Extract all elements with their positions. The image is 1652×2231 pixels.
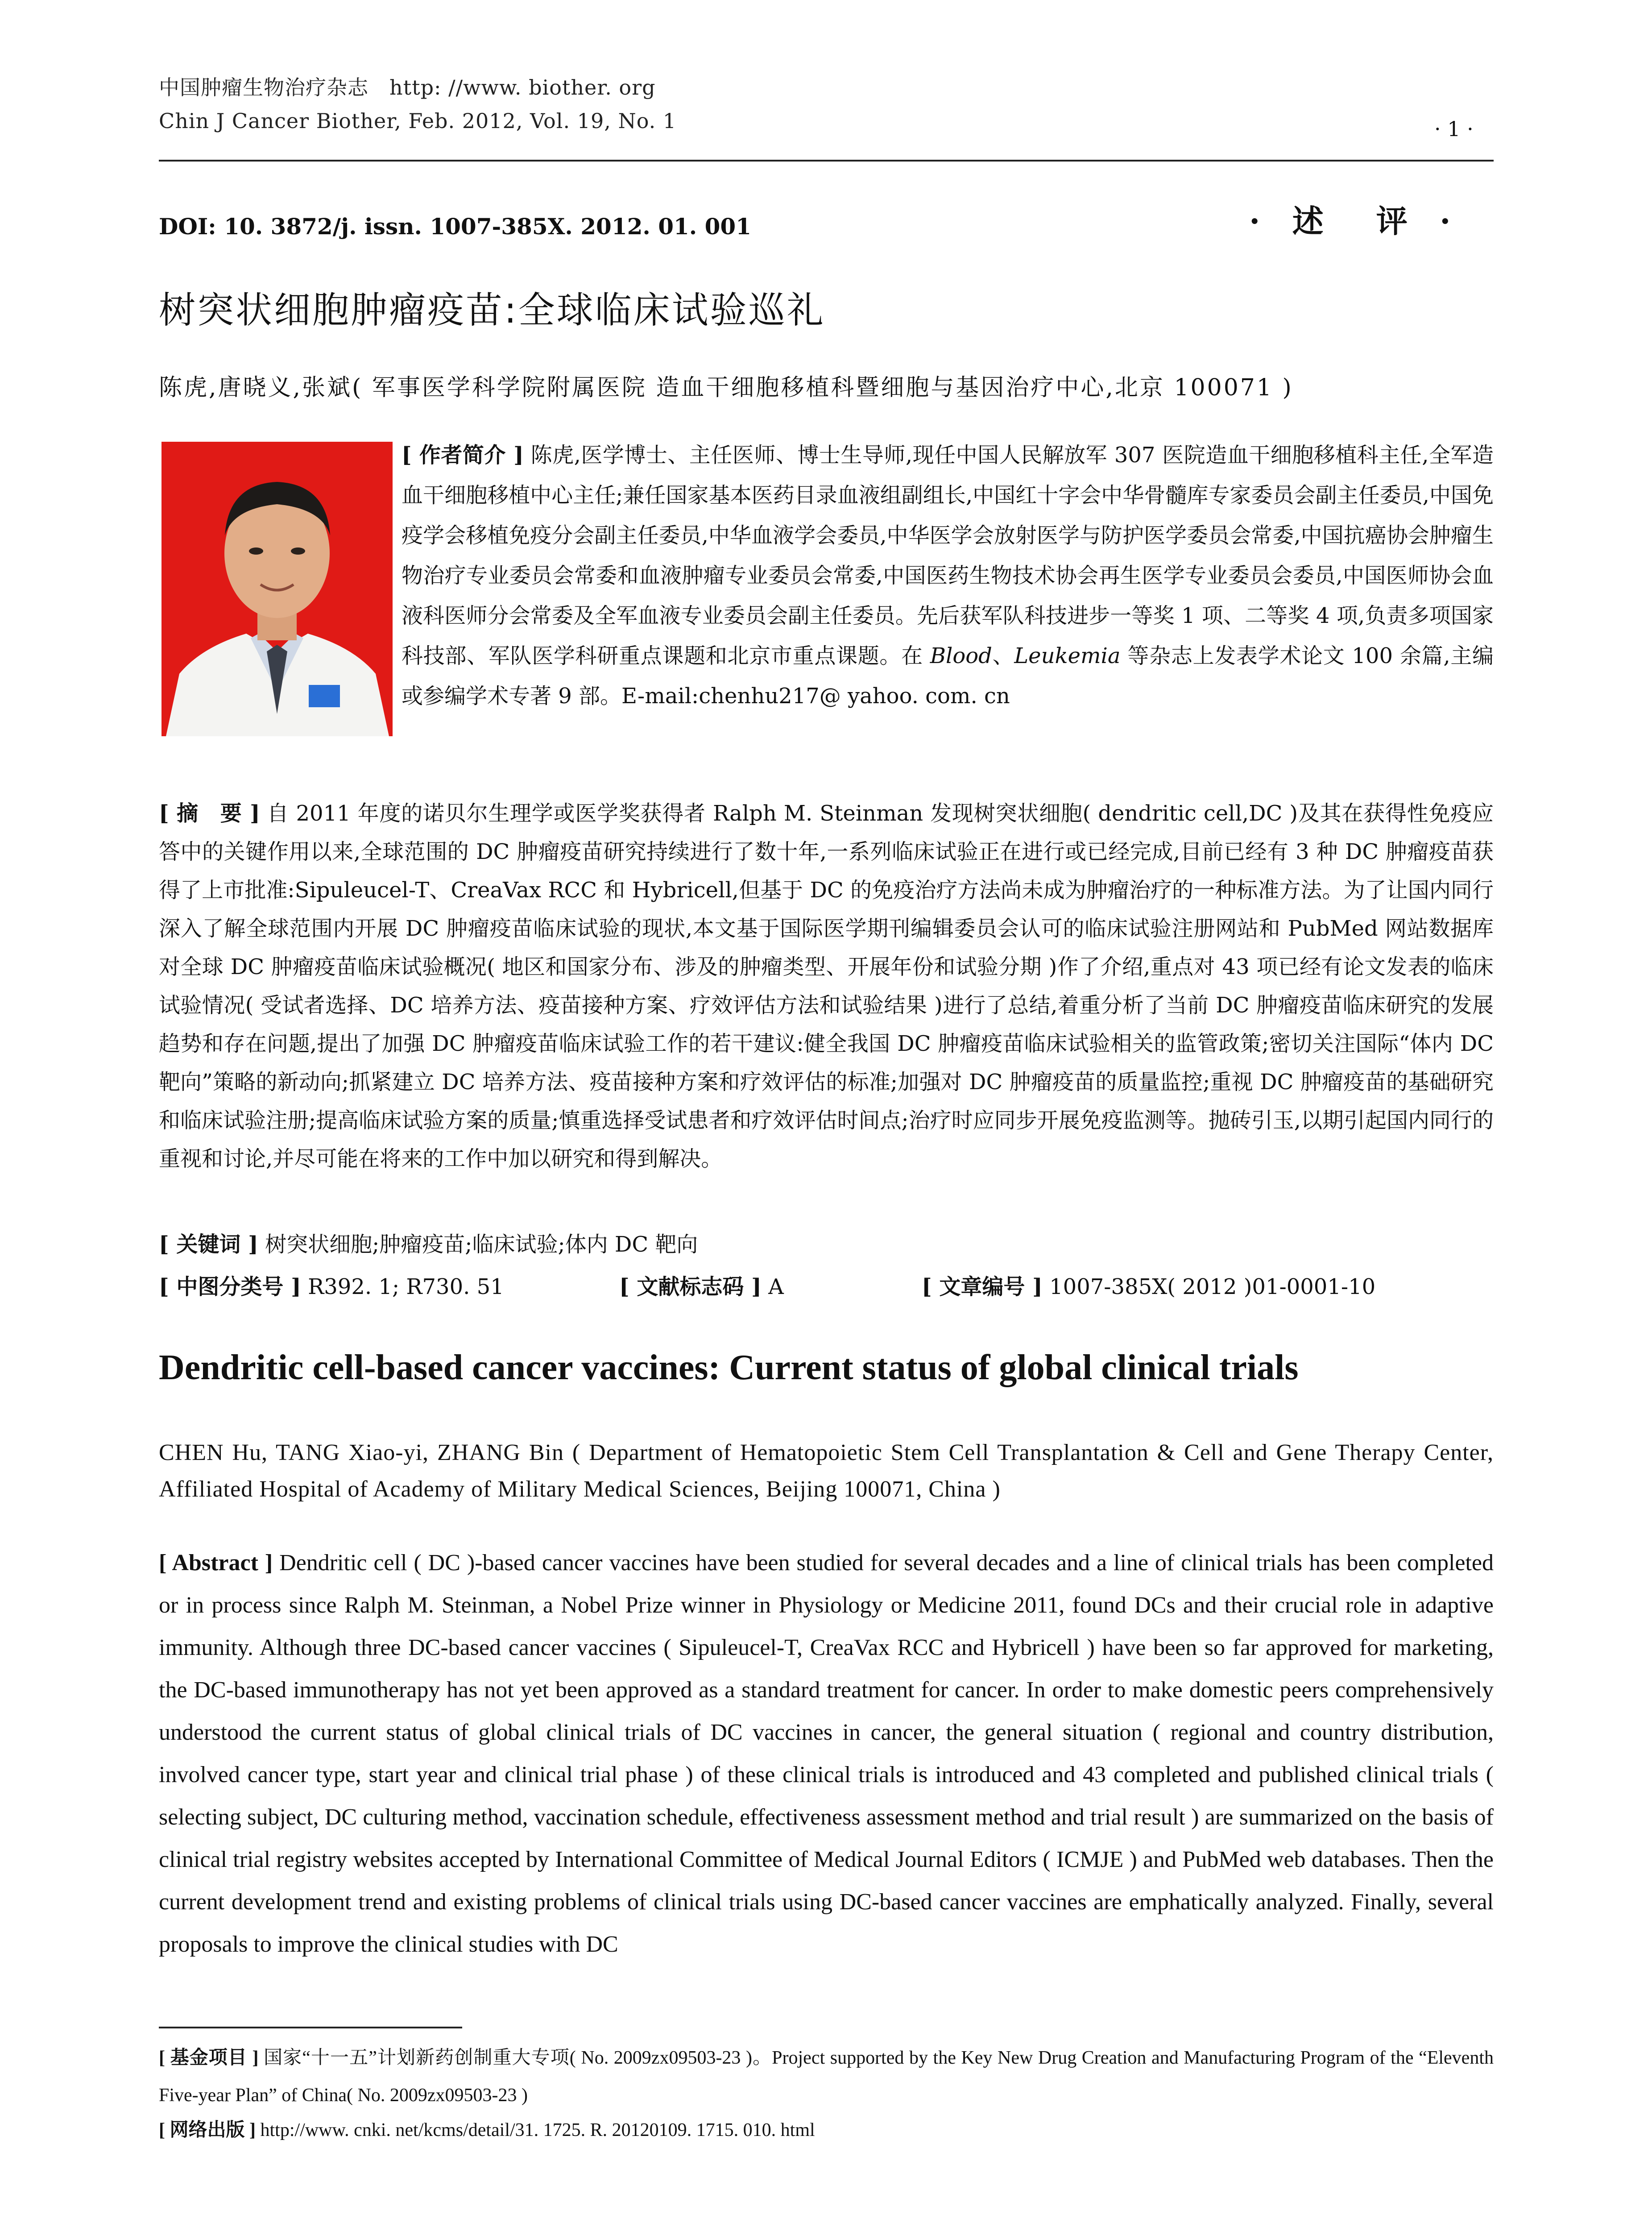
online-url[interactable]: http://www. cnki. net/kcms/detail/31. 1725. R. 20120109. 1715. 010. html — [260, 2120, 815, 2140]
footnote-rule — [159, 2027, 462, 2028]
author-bio — [402, 435, 1494, 716]
bio-separator: 、 — [992, 643, 1014, 668]
funding-label: [ 基金项目 ] — [159, 2048, 259, 2068]
article-number — [922, 1269, 1375, 1300]
abstract-zh — [159, 794, 1494, 1178]
authors-zh: 陈虎,唐晓义,张斌( 军事医学科学院附属医院 造血干细胞移植科暨细胞与基因治疗中心,北京 100071 ) — [159, 374, 1293, 401]
page-number: · 1 · — [1434, 117, 1474, 141]
document-code — [619, 1269, 784, 1300]
document-code-value: A — [768, 1274, 784, 1299]
keywords-label: [ 关键词 ] — [159, 1232, 258, 1257]
bio-text: 陈虎,医学博士、主任医师、博士生导师,现任中国人民解放军 307 医院造血干细胞移植科主任,全军造血干细胞移植中心主任;兼任国家基本医药目录血液组副组长,中国红十字会中华骨髓库专家委员会副主任委员,中国免疫学会移植免疫分会副主任委员,中华血液学会委员,中华医学会放射医学与防护医学委员会常委,中国抗癌协会肿瘤生物治疗专业委员会常委和血液肿瘤专业委员会常委,中国医药生物技术协会再生医学专业委员会委员,中国医师协会血液科医师分会常委及全军血液专业委员会副主任委员。先后获军队科技进步一等奖 1 项、二等奖 4 项,负责多项国家科技部、军队医学科研重点课题和北京市重点课题。在 — [402, 443, 1494, 668]
article-title-zh: 树突状细胞肿瘤疫苗:全球临床试验巡礼 — [159, 289, 825, 332]
clc-value: R392. 1; R730. 51 — [308, 1274, 504, 1299]
online-label: [ 网络出版 ] — [159, 2120, 256, 2140]
funding-note — [159, 2039, 1494, 2114]
article-title-en: Dendritic cell-based cancer vaccines: Current status of global clinical trials — [159, 1348, 1299, 1387]
bio-journal-blood: Blood — [930, 643, 992, 668]
header-rule — [159, 160, 1494, 162]
clc-code — [159, 1269, 504, 1300]
online-publication — [159, 2115, 815, 2142]
article-number-label: [ 文章编号 ] — [922, 1274, 1043, 1299]
doi[interactable]: DOI: 10. 3872/j. issn. 1007-385X. 2012. 01. 001 — [159, 213, 751, 240]
authors-en: CHEN Hu, TANG Xiao-yi, ZHANG Bin ( Department of Hematopoietic Stem Cell Transplantation & Cell and Gene Therapy Center, Affiliated Hospital of Academy of Military Medical Sciences, Beijing 100071, China ) — [159, 1440, 1494, 1502]
bio-journal-leukemia: Leukemia — [1014, 643, 1121, 668]
abstract-en-text: Dendritic cell ( DC )-based cancer vaccines have been studied for several decades and a line of clinical trials has been completed or in process since Ralph M. Steinman, a Nobel Prize winner in Physiology or Medicine 2011, found DCs and their crucial role in adaptive immunity. Although three DC-based cancer vaccines ( Sipuleucel-T, CreaVax RCC and Hybricell ) have been so far approved for marketing, the DC-based immunotherapy has not yet been approved as a standard treatment for cancer. In order to make domestic peers comprehensively understood the current status of global clinical trials of DC vaccines in cancer, the general situation ( regional and country distribution, involved cancer type, start year and clinical trial phase ) of these clinical trials is introduced and 43 completed and published clinical trials ( selecting subject, DC culturing method, vaccination schedule, effectiveness assessment method and trial result ) are summarized on the basis of clinical trial registry websites accepted by International Committee of Medical Journal Editors ( ICMJE ) and PubMed web databases. Then the current development trend and existing problems of clinical trials using DC-based cancer vaccines are emphatically analyzed. Finally, several proposals to improve the clinical studies with DC — [159, 1550, 1494, 1957]
abstract-zh-text: 自 2011 年度的诺贝尔生理学或医学奖获得者 Ralph M. Steinman 发现树突状细胞( dendritic cell,DC )及其在获得性免疫应答中的关键作用以来,全球范围的 DC 肿瘤疫苗研究持续进行了数十年,一系列临床试验正在进行或已经完成,目前已经有 3 种 DC 肿瘤疫苗获得了上市批准:Sipuleucel-T、CreaVax RCC 和 Hybricell,但基于 DC 的免疫治疗方法尚未成为肿瘤治疗的一种标准方法。为了让国内同行深入了解全球范围内开展 DC 肿瘤疫苗临床试验的现状,本文基于国际医学期刊编辑委员会认可的临床试验注册网站和 PubMed 网站数据库对全球 DC 肿瘤疫苗临床试验概况( 地区和国家分布、涉及的肿瘤类型、开展年份和试验分期 )作了介绍,重点对 43 项已经有论文发表的临床试验情况( 受试者选择、DC 培养方法、疫苗接种方案、疗效评估方法和试验结果 )进行了总结,着重分析了当前 DC 肿瘤疫苗临床研究的发展趋势和存在问题,提出了加强 DC 肿瘤疫苗临床试验工作的若干建议:健全我国 DC 肿瘤疫苗临床试验相关的监管政策;密切关注国际“体内 DC 靶向”策略的新动向;抓紧建立 DC 培养方法、疫苗接种方案和疗效评估的标准;加强对 DC 肿瘤疫苗的质量监控;重视 DC 肿瘤疫苗的基础研究和临床试验注册;提高临床试验方案的质量;慎重选择受试患者和疗效评估时间点;治疗时应同步开展免疫监测等。抛砖引玉,以期引起国内同行的重视和讨论,并尽可能在将来的工作中加以研究和得到解决。 — [159, 801, 1494, 1171]
author-photo — [161, 442, 393, 736]
bio-label: [ 作者简介 ] — [402, 443, 524, 468]
author-portrait-icon — [161, 442, 393, 736]
abstract-en-label: [ Abstract ] — [159, 1550, 273, 1576]
clc-label: [ 中图分类号 ] — [159, 1274, 301, 1299]
journal-header-en: Chin J Cancer Biother, Feb. 2012, Vol. 19, No. 1 — [159, 109, 677, 133]
journal-header-zh: 中国肿瘤生物治疗杂志 http: //www. biother. org — [159, 75, 656, 100]
abstract-en — [159, 1542, 1494, 1966]
abstract-zh-label: [ 摘 要 ] — [159, 801, 260, 826]
keywords-text: 树突状细胞;肿瘤疫苗;临床试验;体内 DC 靶向 — [265, 1232, 698, 1257]
funding-text: 国家“十一五”计划新药创制重大专项( No. 2009zx09503-23 )。Project supported by the Key New Drug Creation and Manufacturing Program of the “Eleventh Five-year Plan” of China( No. 2009zx09503-23 ) — [159, 2048, 1494, 2106]
bio-text-end: 等杂志上发表学术论文 100 余篇,主编或参编学术专著 9 部。E-mail:chenhu217@ yahoo. com. cn — [402, 643, 1494, 709]
keywords — [159, 1227, 698, 1258]
article-number-value: 1007-385X( 2012 )01-0001-10 — [1049, 1274, 1376, 1299]
classification-line — [159, 1269, 1494, 1301]
document-code-label: [ 文献标志码 ] — [619, 1274, 762, 1299]
section-label: · 述 评 · — [1249, 203, 1462, 240]
